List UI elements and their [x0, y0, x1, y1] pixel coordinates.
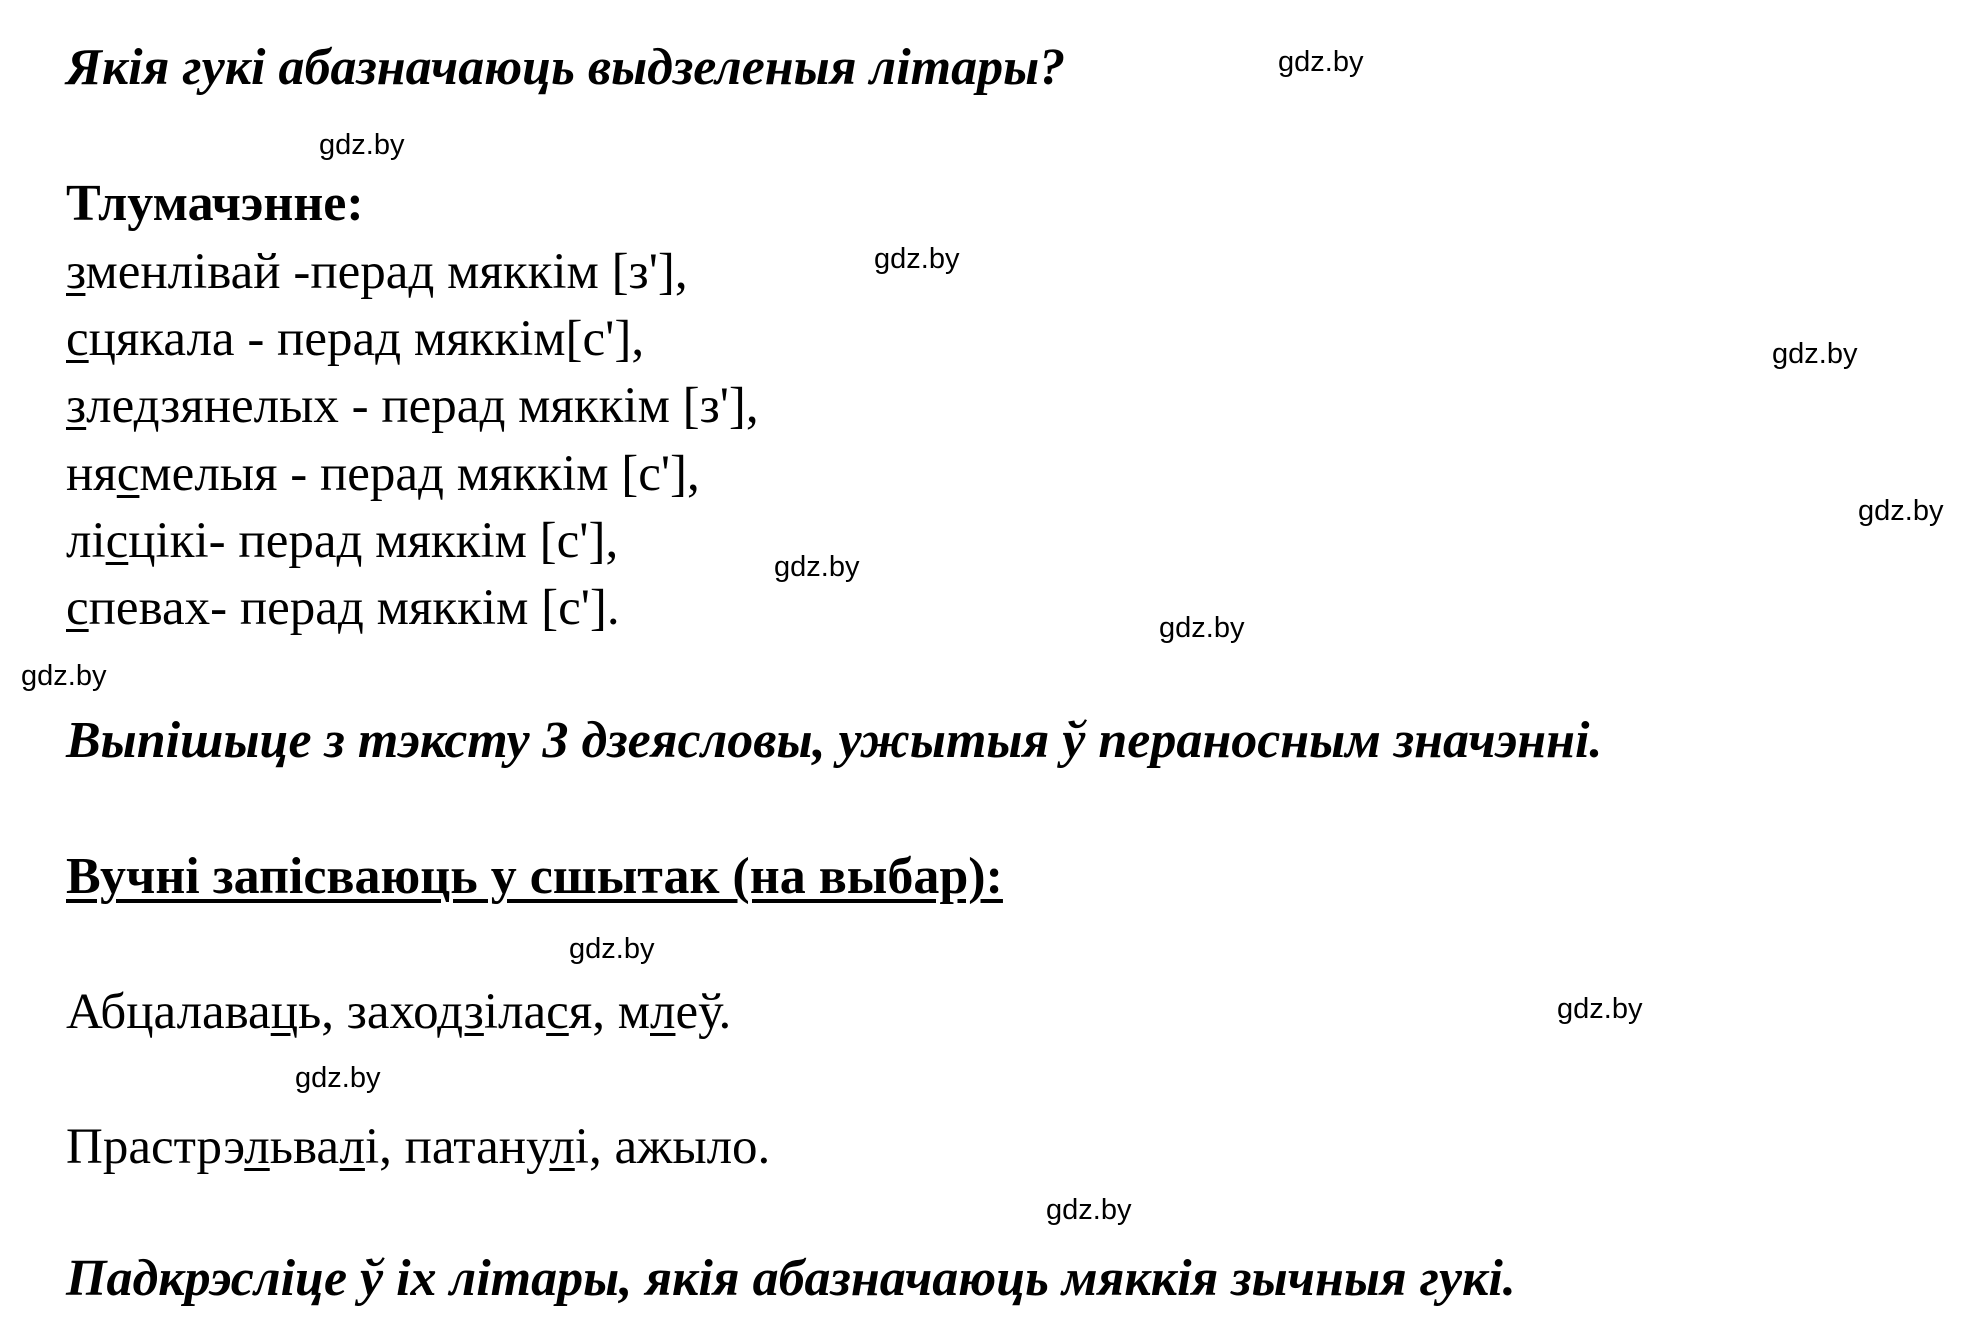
underlined-letter: с — [546, 984, 569, 1040]
text-part: ь, захо — [298, 984, 438, 1040]
text-part: і, ажыло. — [574, 1119, 771, 1175]
explanation-heading: Тлумачэнне: — [66, 175, 364, 232]
watermark: gdz.by — [319, 129, 405, 161]
watermark: gdz.by — [1159, 612, 1245, 644]
watermark: gdz.by — [21, 660, 107, 692]
underlined-letter: с — [66, 580, 89, 636]
underlined-letter: с — [116, 446, 140, 502]
watermark: gdz.by — [1858, 495, 1944, 527]
text-part: еў. — [675, 984, 732, 1040]
underlined-letter: дз — [437, 984, 484, 1040]
question-2: Выпішыце з тэксту 3 дзеясловы, ужытыя ў пераносным значэнні. — [66, 712, 1603, 769]
text-part: Прастрэ — [66, 1119, 245, 1175]
watermark: gdz.by — [1557, 993, 1643, 1025]
text-part: іла — [483, 984, 547, 1040]
question-1: Якія гукі абазначаюць выдзеленыя літары? — [66, 39, 1066, 96]
watermark: gdz.by — [1046, 1194, 1132, 1226]
underlined-letter: л — [244, 1119, 270, 1175]
explanation-line-1 — [66, 244, 688, 300]
underlined-letter: л — [549, 1119, 575, 1175]
underlined-letter: л — [650, 984, 676, 1040]
explanation-line-4 — [66, 446, 700, 502]
text-part: ьва — [269, 1119, 340, 1175]
underlined-letter: с — [66, 311, 89, 367]
line-text: ледзянелых - перад мяккім [з'], — [86, 378, 759, 434]
line-text: цікі- перад мяккім [с'], — [128, 513, 619, 569]
line-prefix: ня — [66, 446, 117, 502]
line-text: цякала - перад мяккім[с'], — [88, 311, 645, 367]
answer-line-2 — [66, 1119, 771, 1175]
line-text: певах- перад мяккім [с']. — [88, 580, 620, 636]
students-heading: Вучні запісваюць у сшытак (на выбар): — [66, 848, 1003, 905]
watermark: gdz.by — [774, 551, 860, 583]
line-text: менлівай -перад мяккім [з'], — [85, 244, 688, 300]
line-text: мелыя - перад мяккім [с'], — [139, 446, 700, 502]
watermark: gdz.by — [1772, 338, 1858, 370]
underlined-letter: с — [105, 513, 129, 569]
explanation-line-2 — [66, 311, 645, 367]
question-3: Падкрэсліце ў іх літары, якія абазначаюць мяккія зычныя гукі. — [66, 1250, 1516, 1307]
explanation-line-5 — [66, 513, 619, 569]
line-prefix: лі — [66, 513, 106, 569]
watermark: gdz.by — [874, 243, 960, 275]
text-part: і, патану — [364, 1119, 550, 1175]
explanation-line-3 — [66, 378, 759, 434]
text-part: я, м — [568, 984, 650, 1040]
answer-line-1 — [66, 984, 732, 1040]
watermark: gdz.by — [295, 1062, 381, 1094]
underlined-letter: з — [66, 244, 86, 300]
watermark: gdz.by — [569, 933, 655, 965]
text-part: Абцалава — [66, 984, 271, 1040]
underlined-letter: л — [339, 1119, 365, 1175]
watermark: gdz.by — [1278, 46, 1364, 78]
explanation-line-6 — [66, 580, 620, 636]
underlined-letter: ц — [270, 984, 298, 1040]
underlined-letter: з — [66, 378, 87, 434]
